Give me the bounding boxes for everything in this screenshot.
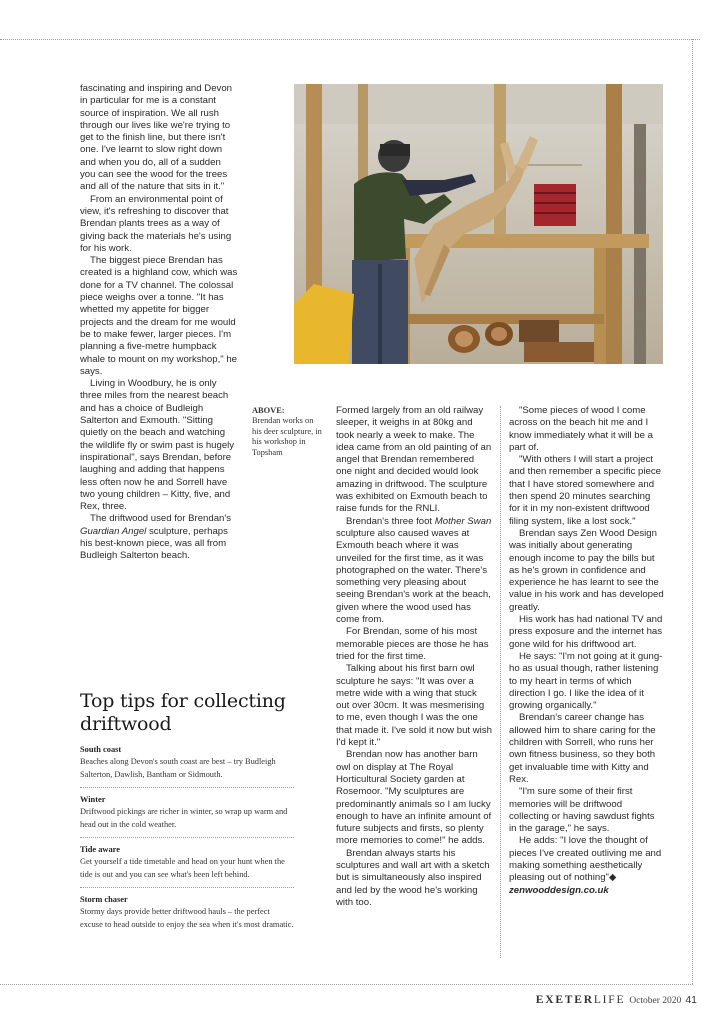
- tip-divider: [80, 787, 294, 788]
- tip-item: [80, 844, 294, 881]
- paragraph: Living in Woodbury, he is only three miles from the nearest beach and has a choice of Budleigh Salterton and Exmouth. "Sitting quietly on the beach and watching the wildlife fly or swim past is hugely inspirational", says Brendan, before laughing and adding that happens less often now he and Sorrell have two young children – Kitty, five, and Rex, three.: [80, 378, 235, 513]
- right-border: [692, 39, 693, 984]
- website-link[interactable]: zenwooddesign.co.uk: [509, 884, 609, 896]
- paragraph: His work has had national TV and press exposure and the internet has gone wild for his driftwood art.: [509, 614, 663, 650]
- paragraph: Formed largely from an old railway sleeper, it weighs in at 80kg and took nearly a week to make. The idea came from an old painting of an angel that Brendan remembered one night and decided would look amazing in driftwood. The sculpture was exhibited on Exmouth beach to raise funds for the RNLI.: [336, 405, 492, 515]
- paragraph: He says: "I'm not going at it gung-ho as usual though, rather listening to my heart in terms of which direction I go. I like the idea of it growing organically.": [509, 650, 663, 712]
- photo-caption: [252, 406, 324, 458]
- tips-title: Top tips for collecting driftwood: [80, 690, 286, 735]
- magazine-name: EXETERLIFE: [535, 994, 626, 1006]
- paragraph: The biggest piece Brendan has created is a highland cow, which was done for a TV channel. The colossal piece weighs over a tonne. "It has whetted my appetite for bigger projects and the dream for me would be to make fewer, larger pieces. I'm planning a five-metre humpback whale to mount on my workshop," he says.: [80, 255, 238, 377]
- paragraph: fascinating and inspiring and Devon in particular for me is a constant source of inspiration. We all rush through our lives like we're trying to get to the finish line, but there isn't one. I've learnt to slow right down and when you do, all of a sudden you can see the wood for the trees and all of the nature that sits in it.": [80, 83, 233, 193]
- column-divider: [500, 406, 501, 958]
- paragraph: "With others I will start a project and then remember a specific piece that I have stored somewhere and then spend 20 minutes searching for it in my non-existent driftwood filing system, like a lost sock.": [509, 454, 661, 527]
- tip-body: Driftwood pickings are richer in winter, so wrap up warm and head out in the cold weather.: [80, 807, 288, 829]
- tip-body: Get yourself a tide timetable and head on your hunt when the tide is out and you can see what's been left behind.: [80, 857, 285, 879]
- paragraph: The driftwood used for Brendan's Guardian Angel sculpture, perhaps his best-known piece, was all from Budleigh Salterton beach.: [80, 513, 232, 562]
- tip-item: [80, 894, 294, 931]
- paragraph: "I'm sure some of their first memories will be driftwood collecting or having sawdust fights in the garage," he says.: [509, 786, 655, 835]
- caption-label: ABOVE:: [252, 406, 285, 415]
- top-border: [0, 39, 700, 40]
- tip-item: [80, 794, 294, 831]
- page-number: 41: [685, 994, 697, 1006]
- tip-body: Beaches along Devon's south coast are best – try Budleigh Salterton, Dawlish, Bantham or Sidmouth.: [80, 757, 276, 779]
- tip-item: [80, 744, 294, 781]
- tip-divider: [80, 887, 294, 888]
- tip-heading: Storm chaser: [80, 895, 128, 904]
- tips-box: [80, 690, 294, 931]
- tip-heading: South coast: [80, 745, 122, 754]
- paragraph: Brendan's career change has allowed him to share caring for the children with Sorrell, who runs her own fitness business, so they both get invaluable time with Kitty and Rex.: [509, 712, 656, 785]
- issue-date: October 2020: [629, 996, 682, 1006]
- paragraph: He adds: "I love the thought of pieces I've created outliving me and making something aesthetically pleasing out of nothing"◆: [509, 835, 662, 884]
- paragraph: Brendan now has another barn owl on display at The Royal Horticultural Society garden at Rosemoor. "My sculptures are predominantly animals so I am lucky enough to have an infinite amount of future subjects and firsts, so plenty more memories to come!" he adds.: [336, 749, 492, 847]
- paragraph: Brendan says Zen Wood Design was initially about generating enough income to pay the bills but as he's grown in confidence and experience he has learnt to see the value in his work and has developed greatly.: [509, 527, 664, 613]
- paragraph: Talking about his first barn owl sculpture he says: "It was over a metre wide with a wing that stuck out over 30cm. It was mesmerising to me, even though I was the one that made it. I've sold it now but wish I'd kept it.": [336, 663, 492, 749]
- paragraph: "Some pieces of wood I come across on the beach hit me and I know immediately what it will be a part of.: [509, 405, 653, 453]
- tip-body: Stormy days provide better driftwood hauls – the perfect excuse to head outside to enjoy the sea when it's most dramatic.: [80, 907, 294, 929]
- article-column-4: [509, 405, 664, 897]
- paragraph: Brendan's three foot Mother Swan sculpture also caused waves at Exmouth beach where it was unveiled for the first time, as it was photographed on the water. There's something very pleasing about seeing Brendan's work at the beach, given where the wood used has come from.: [336, 515, 492, 626]
- article-column-3: [336, 405, 492, 909]
- workshop-photo: [294, 84, 663, 364]
- bottom-border: [0, 984, 693, 985]
- page-footer: [536, 994, 697, 1006]
- caption-text: Brendan works on his deer sculpture, in his workshop in Topsham: [252, 416, 322, 457]
- paragraph: For Brendan, some of his most memorable pieces are those he has tried for the first time.: [336, 626, 489, 662]
- paragraph: Brendan always starts his sculptures and wall art with a sketch but is simultaneously also inspired and led by the wood he's working with too.: [336, 847, 490, 908]
- tip-heading: Tide aware: [80, 845, 120, 854]
- photo-illustration: [294, 84, 663, 364]
- article-column-1: [80, 83, 238, 563]
- paragraph: From an environmental point of view, it's refreshing to discover that Brendan plants trees as a way of giving back the materials he's using for his work.: [80, 193, 232, 254]
- tip-divider: [80, 837, 294, 838]
- tip-heading: Winter: [80, 795, 106, 804]
